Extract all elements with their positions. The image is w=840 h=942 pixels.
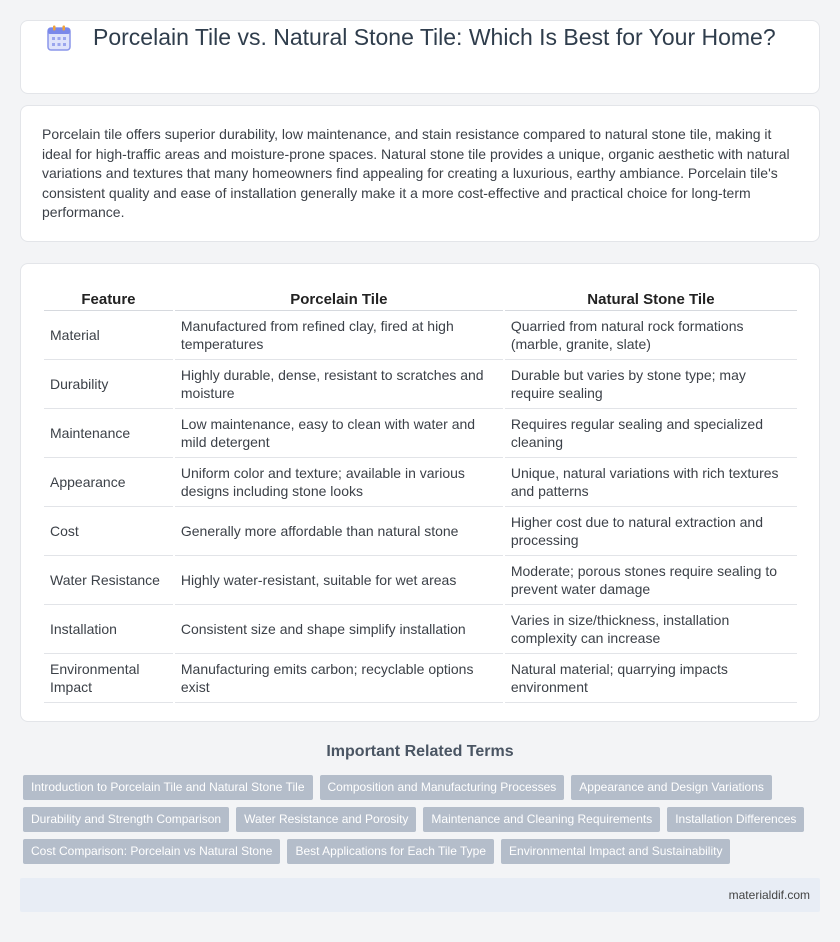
table-row	[44, 654, 797, 703]
feature-cell: Maintenance	[44, 409, 173, 458]
page-title: Porcelain Tile vs. Natural Stone Tile: Which Is Best for Your Home?	[93, 24, 776, 50]
intro-paragraph: Porcelain tile offers superior durability, low maintenance, and stain resistance compared to natural stone tile, making it ideal for high-traffic areas and moisture-prone spaces. Natural stone tile provides a unique, organic aesthetic with natural variations and textures that many homeowners find appealing for creating a luxurious, earthy ambiance. Porcelain tile's consistent quality and ease of installation generally make it a more cost-effective and practical choice for long-term performance.	[42, 126, 790, 221]
natural-stone-cell: Higher cost due to natural extraction and processing	[505, 507, 797, 556]
feature-cell: Material	[44, 311, 173, 360]
natural-stone-cell: Quarried from natural rock formations (marble, granite, slate)	[505, 311, 797, 360]
feature-cell: Environmental Impact	[44, 654, 173, 703]
related-term-tag[interactable]: Best Applications for Each Tile Type	[287, 839, 494, 864]
related-term-tag[interactable]: Composition and Manufacturing Processes	[320, 775, 565, 800]
feature-cell: Appearance	[44, 458, 173, 507]
table-row	[44, 409, 797, 458]
related-term-tag[interactable]: Durability and Strength Comparison	[23, 807, 229, 832]
table-header-row	[44, 283, 797, 311]
natural-stone-cell: Moderate; porous stones require sealing to prevent water damage	[505, 556, 797, 605]
intro-card	[20, 105, 820, 242]
related-term-tag[interactable]: Cost Comparison: Porcelain vs Natural Stone	[23, 839, 280, 864]
related-term-tag[interactable]: Maintenance and Cleaning Requirements	[423, 807, 660, 832]
feature-cell: Water Resistance	[44, 556, 173, 605]
natural-stone-cell: Requires regular sealing and specialized cleaning	[505, 409, 797, 458]
table-row	[44, 458, 797, 507]
porcelain-cell: Manufactured from refined clay, fired at high temperatures	[175, 311, 503, 360]
related-term-tag[interactable]: Appearance and Design Variations	[571, 775, 772, 800]
comparison-card	[20, 263, 820, 722]
porcelain-cell: Highly water-resistant, suitable for wet areas	[175, 556, 503, 605]
calendar-icon	[46, 24, 72, 52]
header-feature: Feature	[44, 283, 173, 311]
natural-stone-cell: Natural material; quarrying impacts environment	[505, 654, 797, 703]
feature-cell: Installation	[44, 605, 173, 654]
natural-stone-cell: Durable but varies by stone type; may require sealing	[505, 360, 797, 409]
table-row	[44, 605, 797, 654]
table-row	[44, 556, 797, 605]
related-terms-list	[23, 775, 823, 871]
related-term-tag[interactable]: Environmental Impact and Sustainability	[501, 839, 730, 864]
porcelain-cell: Highly durable, dense, resistant to scratches and moisture	[175, 360, 503, 409]
natural-stone-cell: Unique, natural variations with rich textures and patterns	[505, 458, 797, 507]
related-term-tag[interactable]: Water Resistance and Porosity	[236, 807, 416, 832]
related-terms-heading: Important Related Terms	[326, 743, 514, 760]
header-porcelain: Porcelain Tile	[175, 283, 503, 311]
porcelain-cell: Generally more affordable than natural stone	[175, 507, 503, 556]
related-term-tag[interactable]: Installation Differences	[667, 807, 804, 832]
table-row	[44, 507, 797, 556]
porcelain-cell: Consistent size and shape simplify installation	[175, 605, 503, 654]
footer-site-name[interactable]: materialdif.com	[728, 888, 810, 902]
table-row	[44, 360, 797, 409]
table-row	[44, 311, 797, 360]
porcelain-cell: Uniform color and texture; available in various designs including stone looks	[175, 458, 503, 507]
porcelain-cell: Manufacturing emits carbon; recyclable options exist	[175, 654, 503, 703]
feature-cell: Durability	[44, 360, 173, 409]
comparison-table	[42, 283, 799, 703]
header-natural-stone: Natural Stone Tile	[505, 283, 797, 311]
feature-cell: Cost	[44, 507, 173, 556]
footer	[20, 878, 820, 912]
natural-stone-cell: Varies in size/thickness, installation complexity can increase	[505, 605, 797, 654]
related-term-tag[interactable]: Introduction to Porcelain Tile and Natural Stone Tile	[23, 775, 313, 800]
porcelain-cell: Low maintenance, easy to clean with water and mild detergent	[175, 409, 503, 458]
